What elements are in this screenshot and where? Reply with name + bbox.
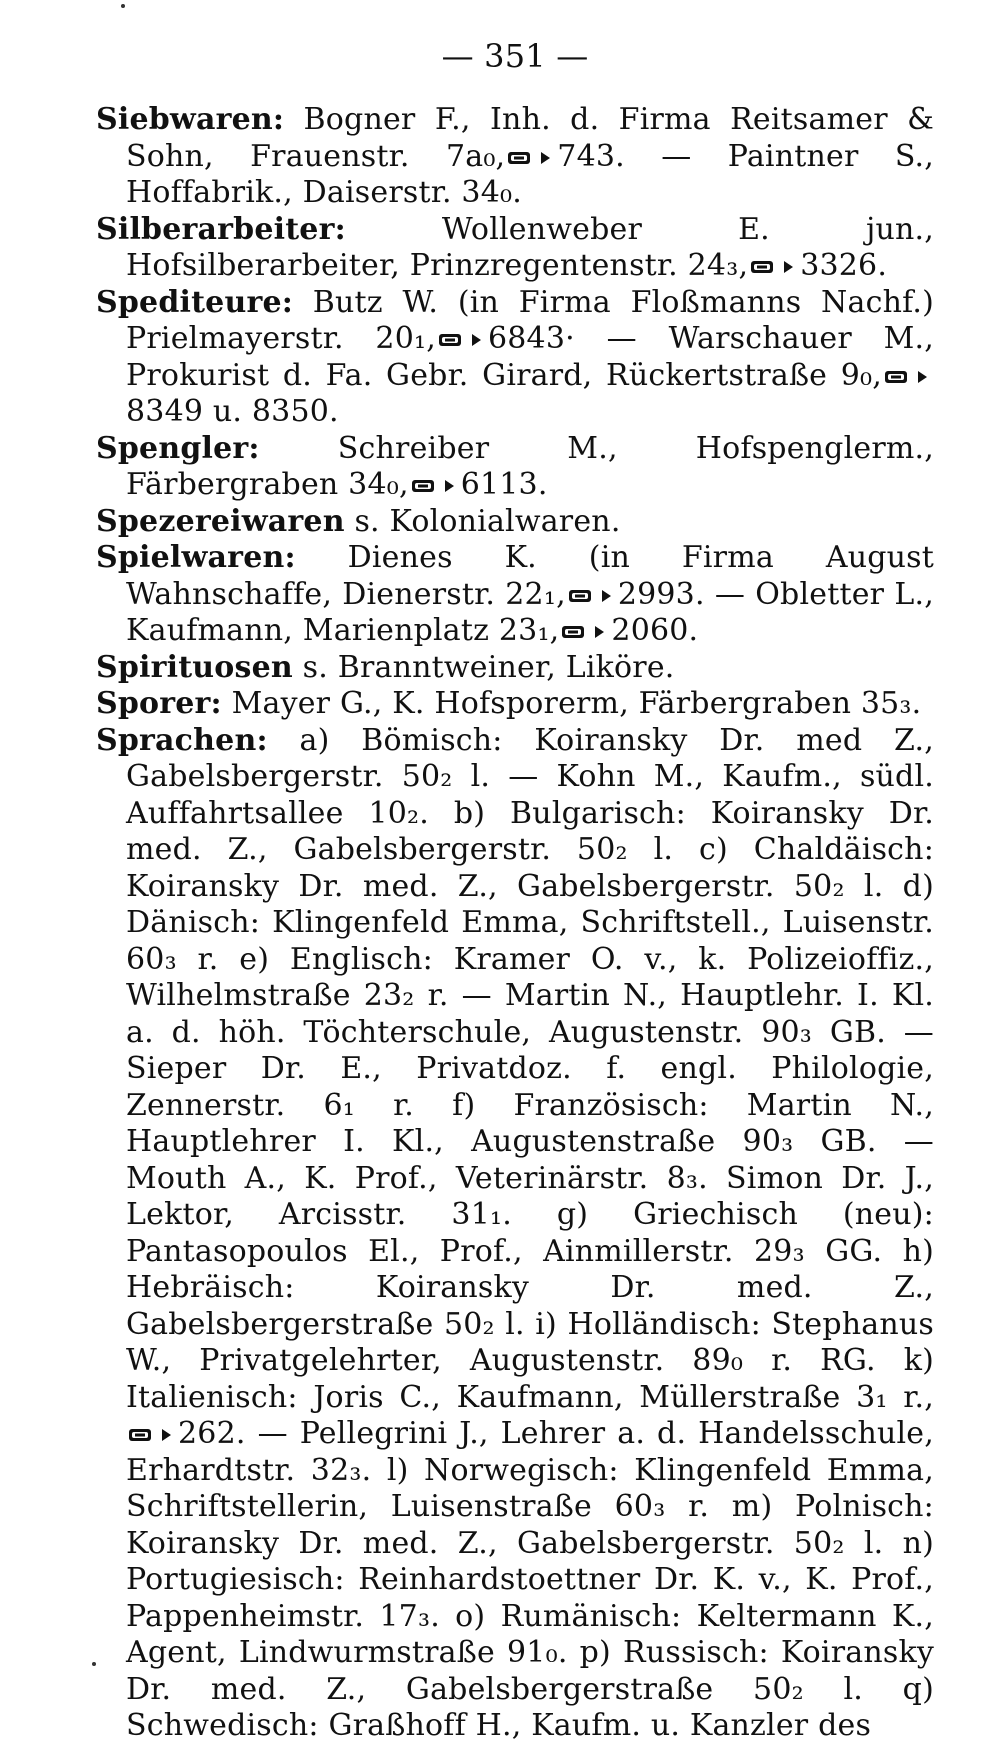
entry-text: s. Kolonialwaren. — [344, 503, 621, 539]
directory-entry — [96, 723, 934, 1745]
directory-entry — [96, 102, 934, 212]
directory-entry — [96, 431, 934, 504]
entry-text: Mayer G., K. Hofsporerm, Färbergraben 35₃. — [221, 686, 922, 721]
entry-text: a) Bömisch: Koiransky Dr. med Z., Gabelsbergerstr. 50₂ l. — Kohn M., Kaufm., südl. Auffahrtsallee 10₂. b) Bulgarisch: Koiransky Dr. med. Z., Gabelsbergerstr. 50₂ l. c) Chaldäisch: Koiransky Dr. med. Z., Gabelsbergerstr. 50₂ l. d) Dänisch: Klingenfeld Emma, Schriftstell., Luisenstr. 60₃ r. e) Englisch: Kramer O. v., k. Polizeioffiz., Wilhelmstraße 23₂ r. — Martin N., Hauptlehr. I. Kl. a. d. höh. Töchterschule, Augustenstr. 90₃ GB. — Sieper Dr. E., Privatdoz. f. engl. Philologie, Zennerstr. 6₁ r. f) Französisch: Martin N., Hauptlehrer I. Kl., Augustenstraße 90₃ GB. — Mouth A., K. Prof., Veterinärstr. 8₃. Simon Dr. J., Lektor, Arcisstr. 31₁. g) Griechisch (neu): Pantasopoulos El., Prof., Ainmillerstr. 29₃ GG. h) Hebräisch: Koiransky Dr. med. Z., Gabelsbergerstraße 50₂ l. i) Holländisch: Stephanus W., Privatgelehrter, Augustenstr. 89₀ r. RG. k) Italienisch: Joris C., Kaufmann, Müllerstraße 3₁ r., — [126, 722, 934, 1415]
entry-term: Siebwaren: — [96, 102, 285, 137]
telephone-icon — [568, 587, 612, 605]
scan-speck — [121, 4, 125, 8]
entry-text: 2993. — Obletter L., Kaufmann, Marienplatz 23₁, — [126, 576, 934, 648]
entry-text: Bogner F., Inh. d. Firma Reitsamer & Sohn, Frauenstr. 7a₀, — [126, 102, 934, 174]
telephone-icon — [884, 368, 928, 386]
directory-entry — [96, 650, 934, 687]
entry-text: s. Branntweiner, Liköre. — [292, 649, 675, 685]
entry-text: Butz W. (in Firma Floßmanns Nachf.) Prielmayerstr. 20₁, — [126, 284, 934, 356]
page-number: — 351 — — [441, 37, 589, 75]
entry-term: Spezereiwaren — [96, 503, 345, 539]
telephone-icon — [128, 1426, 172, 1444]
entry-term: Sporer: — [96, 686, 222, 721]
directory-entry — [96, 686, 934, 723]
entry-text: 262. — Pellegrini J., Lehrer a. d. Handelsschule, Erhardtstr. 32₃. l) Norwegisch: Klingenfeld Emma, Schriftstellerin, Luisenstraße 60₃ r. m) Polnisch: Koiransky Dr. med. Z., Gabelsbergerstr. 50₂ l. n) Portugiesisch: Reinhardstoettner Dr. K. v., K. Prof., Pappenheimstr. 17₃. o) Rumänisch: Keltermann K., Agent, Lindwurmstraße 91₀. p) Russisch: Koiransky Dr. med. Z., Gabelsbergerstraße 50₂ l. q) Schwedisch: Graßhoff H., Kaufm. u. Kanzler des — [126, 1416, 934, 1743]
entry-text: Wollenweber E. jun., Hofsilberarbeiter, Prinzregentenstr. 24₃, — [126, 211, 934, 283]
directory-entry — [96, 540, 934, 650]
entry-text: Schreiber M., Hofspenglerm., Färbergraben 34₀, — [126, 430, 934, 502]
entry-term: Spirituosen — [96, 649, 293, 685]
entry-term: Spielwaren: — [96, 540, 296, 575]
entry-text: 743. — Paintner S., Hoffabrik., Daiserstr. 34₀. — [126, 138, 934, 210]
entry-term: Spediteure: — [96, 284, 294, 320]
telephone-icon — [750, 258, 794, 276]
entry-text: 6113. — [460, 467, 548, 502]
entry-term: Spengler: — [96, 430, 260, 466]
directory-entry — [96, 212, 934, 285]
directory-entries — [96, 102, 934, 1745]
directory-entry — [96, 504, 934, 541]
directory-entry — [96, 285, 934, 431]
telephone-icon — [507, 149, 551, 167]
scan-speck — [92, 1662, 96, 1666]
telephone-icon — [561, 623, 605, 641]
entry-term: Sprachen: — [96, 722, 268, 758]
entry-text: 2060. — [611, 613, 699, 648]
entry-text: 8349 u. 8350. — [126, 394, 339, 429]
telephone-icon — [438, 331, 482, 349]
entry-text: Dienes K. (in Firma August Wahnschaffe, Dienerstr. 22₁, — [126, 540, 934, 612]
entry-term: Silberarbeiter: — [96, 211, 346, 247]
directory-page — [96, 28, 934, 1745]
entry-text: 6843· — Warschauer M., Prokurist d. Fa. Gebr. Girard, Rückertstraße 9₀, — [126, 321, 934, 393]
entry-text: 3326. — [800, 248, 888, 283]
telephone-icon — [411, 477, 455, 495]
